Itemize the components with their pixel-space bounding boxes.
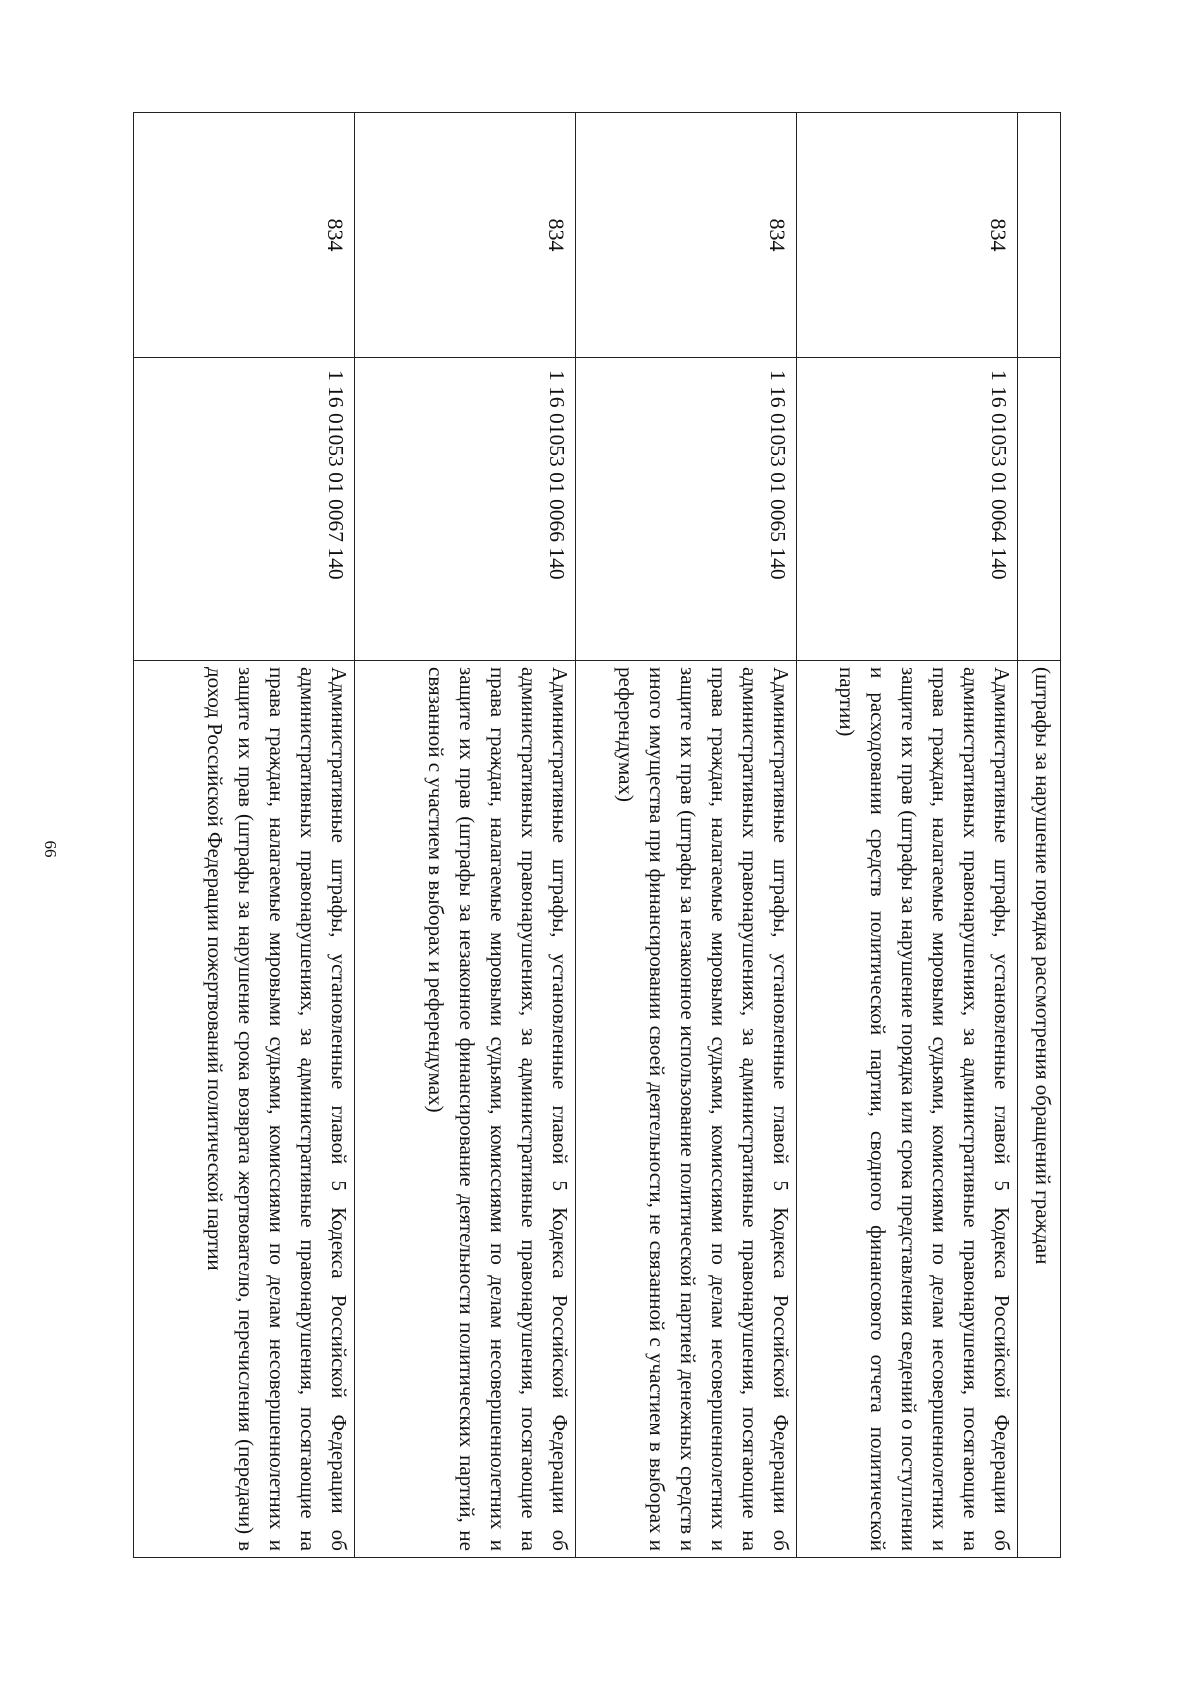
rotated-table: [133, 112, 1061, 1558]
revenue-code-cell: 1 16 01053 01 0065 140: [576, 358, 797, 661]
admin-code-cell: 834: [576, 113, 797, 358]
admin-code-cell: 834: [797, 113, 1018, 358]
admin-code-cell: [1018, 113, 1061, 358]
document-table-area: [133, 112, 1061, 1558]
admin-code-cell: 834: [355, 113, 576, 358]
description-cell: Административные штрафы, установленные главой 5 Кодекса Российской Федерации об административных правонарушениях, за административные правонарушения, посягающие на права граждан, налагаемые мировыми судьями, комиссиями по делам несовершеннолетних и защите их прав (штрафы за незаконное финансирование деятельности политических партий, не связанной с участием в выборах и референдумах): [355, 661, 576, 1558]
table-row: [797, 113, 1018, 1558]
description-cell: Административные штрафы, установленные главой 5 Кодекса Российской Федерации об административных правонарушениях, за административные правонарушения, посягающие на права граждан, налагаемые мировыми судьями, комиссиями по делам несовершеннолетних и защите их прав (штрафы за нарушение порядка или срока представления сведений о поступлении и расходовании средств политической партии, сводного финансового отчета политической партии): [797, 661, 1018, 1558]
description-cell: Административные штрафы, установленные главой 5 Кодекса Российской Федерации об административных правонарушениях, за административные правонарушения, посягающие на права граждан, налагаемые мировыми судьями, комиссиями по делам несовершеннолетних и защите их прав (штрафы за нарушение срока возврата жертвователю, перечисления (передачи) в доход Российской Федерации пожертвований политической партии: [134, 661, 355, 1558]
table-row: [1018, 113, 1061, 1558]
revenue-code-cell: 1 16 01053 01 0067 140: [134, 358, 355, 661]
revenue-code-cell: 1 16 01053 01 0064 140: [797, 358, 1018, 661]
page-number: 66: [41, 840, 60, 858]
revenue-code-cell: [1018, 358, 1061, 661]
table-row: [576, 113, 797, 1558]
revenue-code-cell: 1 16 01053 01 0066 140: [355, 358, 576, 661]
description-cell: Административные штрафы, установленные главой 5 Кодекса Российской Федерации об административных правонарушениях, за административные правонарушения, посягающие на права граждан, налагаемые мировыми судьями, комиссиями по делам несовершеннолетних и защите их прав (штрафы за незаконное использование политической партией денежных средств и иного имущества при финансировании своей деятельности, не связанной с участием в выборах и референдумах): [576, 661, 797, 1558]
revenue-codes-table: [133, 112, 1061, 1558]
description-cell: (штрафы за нарушение порядка рассмотрения обращений граждан: [1018, 661, 1061, 1558]
admin-code-cell: 834: [134, 113, 355, 358]
table-row: [134, 113, 355, 1558]
table-row: [355, 113, 576, 1558]
